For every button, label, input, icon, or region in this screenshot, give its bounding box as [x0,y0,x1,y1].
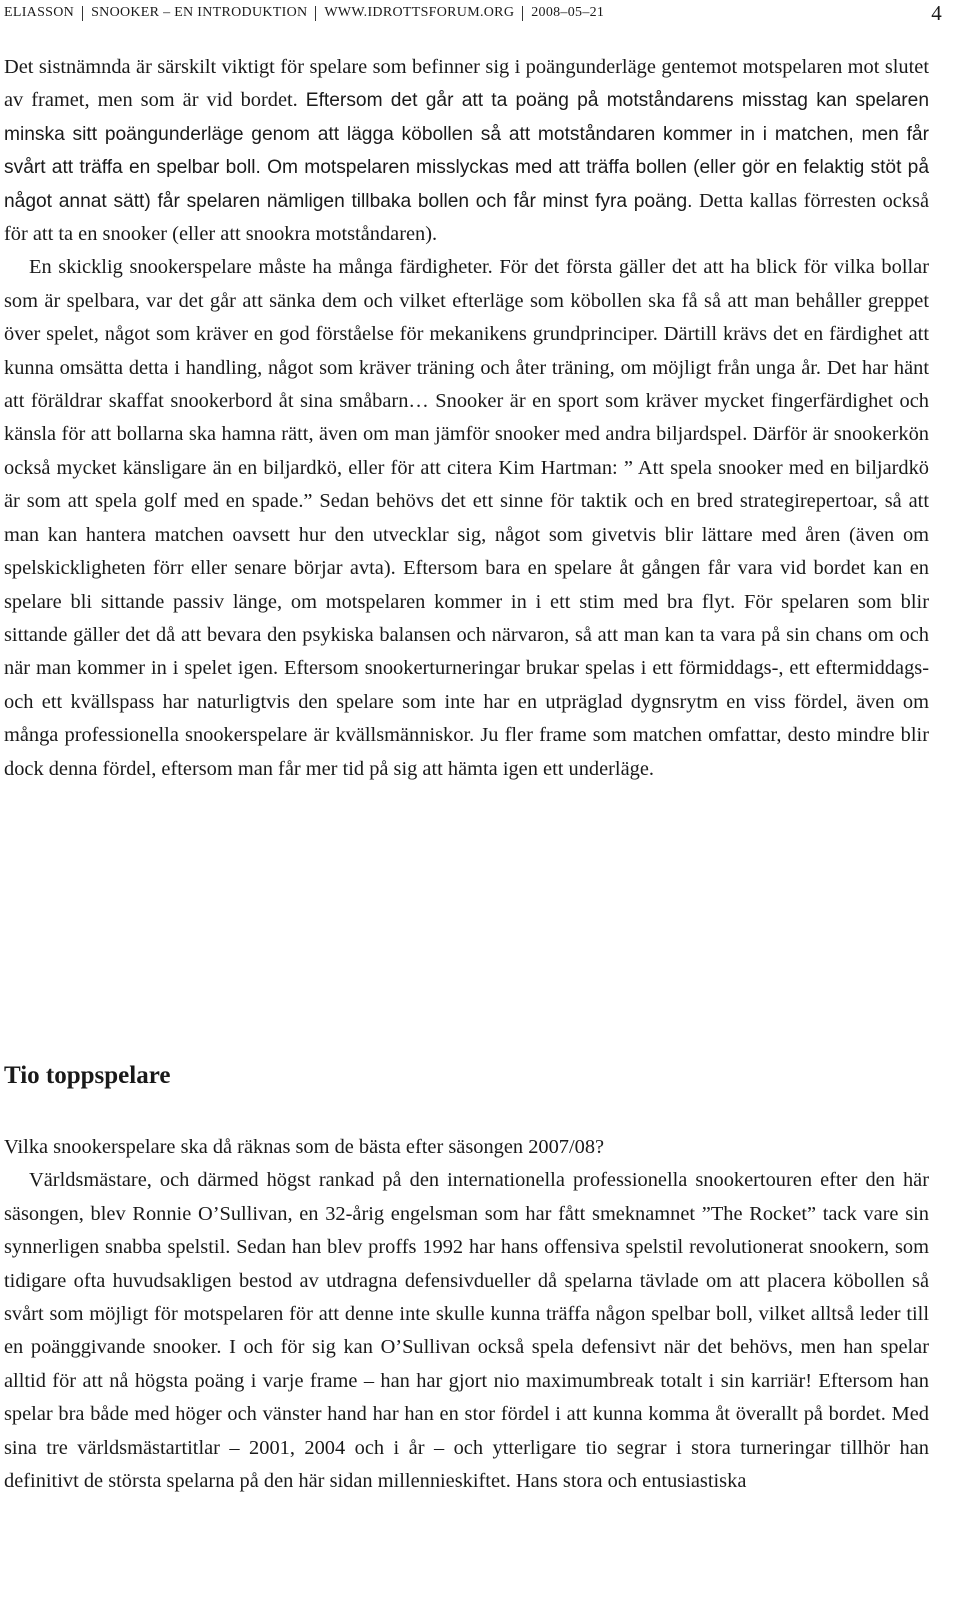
header-date: 2008–05–21 [531,5,605,20]
header-separator [522,6,523,21]
body-text [4,51,929,786]
header-separator [315,6,316,21]
paragraph-1-sans-segment: Eftersom det går att ta poäng på motståndarens misstag kan spelaren minska sitt poängunderläge genom att lägga köbollen så att motståndaren kommer in i matchen, men får svårt att träffa en spelbar boll. Om motspelaren misslyckas med att träffa bollen (eller gör en felaktig stöt på något annat sätt) får spelaren nämligen tillbaka bollen och får minst fyra poäng. [4,90,929,212]
section-text [4,1131,929,1498]
section-paragraph: Världsmästare, och därmed högst rankad på den internationella professionella snookertouren efter den här säsongen, blev Ronnie O’Sullivan, en 32-årig engelsman som har fått smeknamnet ”The Rocket” tack vare sin synnerligen snabba spelstil. Sedan han blev proffs 1992 har hans offensiva spelstil revolutionerat snookern, som tidigare ofta huvudsakligen bestod av utdragna defensivdueller då spelarna tävlade om att placera köbollen så svårt som möjligt för motspelaren för att denne inte skulle kunna träffa någon spelbar boll, vilket alltså leder till en poänggivande snooker. I och för sig kan O’Sullivan också spela defensivt när det behövs, men han spelar alltid för att nå högsta poäng i varje frame – han har gjort nio maximumbreak totalt i sin karriär! Eftersom han spelar bra både med höger och vänster hand har han en stor fördel i att kunna komma åt överallt på bordet. Med sina tre världsmästartitlar – 2001, 2004 och i år – och ytterligare tio segrar i stora turneringar tillhör han definitivt de största spelarna på den här sidan millennieskiftet. Hans stora och entusiastiska [4,1169,929,1493]
paragraph-1-serif-end: Detta kallas förresten också för att ta en snooker (eller att snookra motståndaren). [4,189,929,246]
section-intro: Vilka snookerspelare ska då räknas som de bästa efter säsongen 2007/08? [4,1136,605,1158]
paragraph-2: En skicklig snookerspelare måste ha många färdigheter. För det första gäller det att ha blick för vilka bollar som är spelbara, var det går att sänka dem och vilket efterläge som köbollen ska få så att man behåller greppet över spelet, något som kräver en god förståelse för mekanikens grundprinciper. Därtill krävs det en färdighet att kunna omsätta detta i handling, något som kräver träning och åter träning, om möjligt från unga år. Det har hänt att föräldrar skaffat snookerbord åt sina småbarn… Snooker är en sport som kräver mycket fingerfärdighet och känsla för att bollarna ska hamna rätt, även om man jämför snooker med andra biljardspel. Därför är snookerkön också mycket känsligare än en biljardkö, eller för att citera Kim Hartman: ” Att spela snooker med en biljardkö är som att spela golf med en spade.” Sedan behövs det ett sinne för taktik och en bred strategirepertoar, så att man kan hantera matchen oavsett hur den utvecklar sig, något som givetvis blir lättare med åren (även om spelskickligheten förr eller senare börjar avta). Eftersom bara en spelare åt gången får vara vid bordet kan en spelare bli sittande passiv länge, om motspelaren kommer in i ett stim med bra flyt. För spelaren som blir sittande gäller det då att bevara den psykiska balansen och närvaron, så att man kan ta vara på sin chans om och när man kommer in i spelet igen. Eftersom snookerturneringar brukar spelas i ett förmiddags-, ett eftermiddags- och ett kvällspass har naturligtvis den spelare som inte har en utpräglad dygnsrytm en viss fördel, även om många professionella snookerspelare är kvällsmänniskor. Ju fler frame som matchen omfattar, desto mindre blir dock denna fördel, eftersom man får mer tid på sig att hämta igen ett underläge. [4,256,929,780]
page-number: 4 [931,1,942,25]
header-author: ELIASSON [4,5,75,20]
paragraph-1 [4,51,929,251]
running-header [0,0,952,26]
section-heading: Tio toppspelare [4,1062,171,1089]
header-site: WWW.IDROTTSFORUM.ORG [324,5,515,20]
header-separator [82,6,83,21]
paragraph-1-serif-start: Det sistnämnda är särskilt viktigt för spelare som befinner sig i poängunderläge gentemot motspelaren mot slutet av framet, men som är vid bordet. [4,56,929,112]
header-title: SNOOKER – EN INTRODUKTION [91,5,308,20]
